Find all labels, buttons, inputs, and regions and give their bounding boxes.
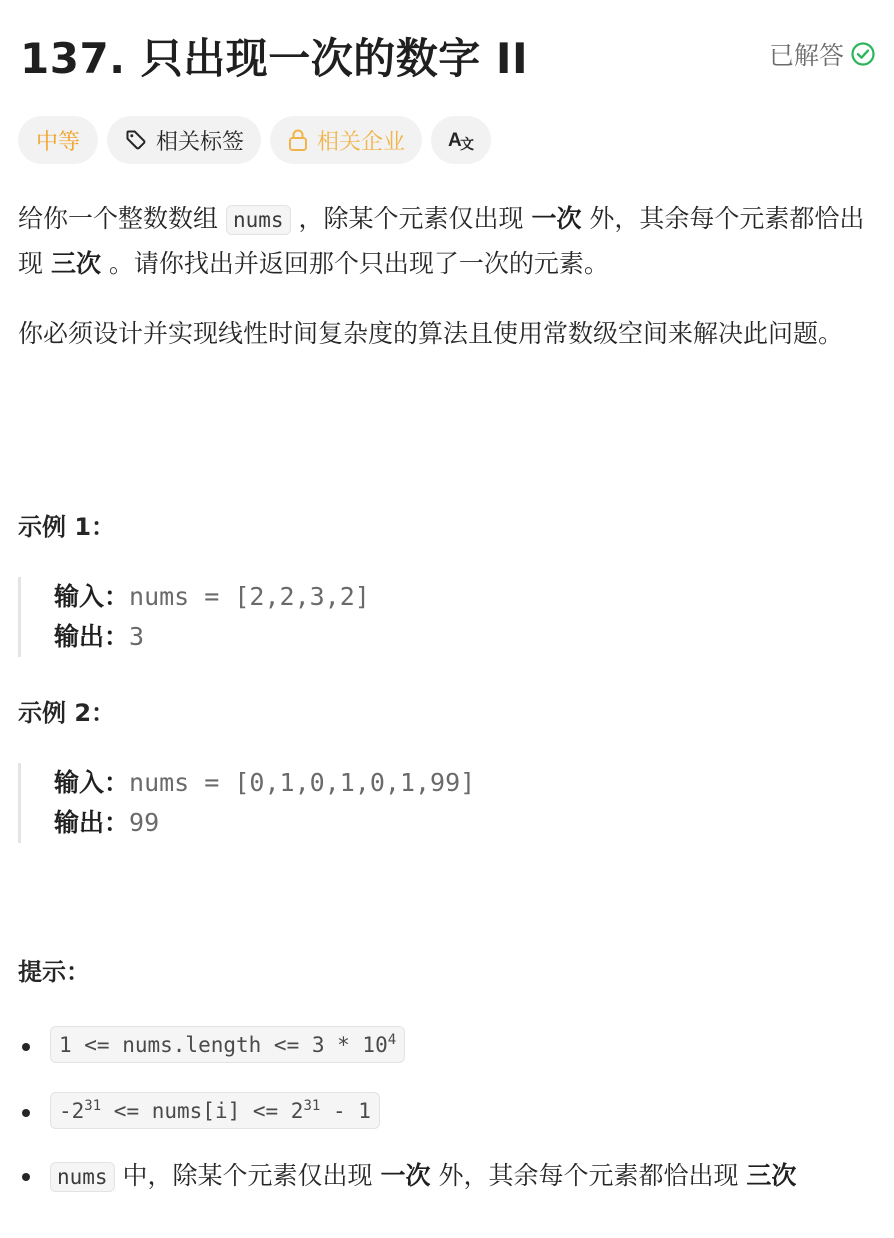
constraints-title: 提示： <box>18 958 90 986</box>
bold-three-times: 三次 <box>50 249 101 278</box>
constraint-text: 1 <= nums.length <= 3 * 10 <box>59 1033 388 1057</box>
example-1-output-line <box>54 617 878 657</box>
bold-once: 一次 <box>380 1161 431 1190</box>
description-text: 。请你找出并返回那个只出现了一次的元素。 <box>100 249 609 278</box>
constraint-text-3 <box>50 1156 830 1197</box>
constraint-text: 中，除某个元素仅出现 <box>114 1161 381 1190</box>
superscript: 31 <box>303 1098 321 1114</box>
superscript: 4 <box>387 1032 397 1048</box>
check-circle-icon <box>850 41 876 67</box>
example-2-input-line <box>54 763 878 803</box>
inline-code-nums: nums <box>226 205 291 235</box>
constraint-text: -2 <box>59 1099 85 1123</box>
constraint-code-1 <box>50 1026 405 1063</box>
example-1-title: 示例 1： <box>18 513 116 541</box>
bullet-icon <box>22 1173 30 1181</box>
constraint-code-2 <box>50 1092 380 1129</box>
description-paragraph-2: 你必须设计并实现线性时间复杂度的算法且使用常数级空间来解决此问题。 <box>18 319 844 348</box>
example-1-block <box>18 577 878 657</box>
constraint-item-2 <box>22 1092 862 1129</box>
translate-button[interactable] <box>431 116 491 164</box>
solved-status <box>769 36 876 72</box>
translate-icon <box>447 127 475 153</box>
related-tags-button[interactable] <box>107 116 261 164</box>
constraint-text: 外，其余每个元素都恰出现 <box>430 1161 747 1190</box>
input-label: 输入： <box>54 768 130 797</box>
related-tags-label: 相关标签 <box>156 129 245 155</box>
example-1-input-line <box>54 577 878 617</box>
description-text: ，除某个元素仅出现 <box>290 204 532 233</box>
example-2-title: 示例 2： <box>18 699 116 727</box>
superscript: 31 <box>84 1098 102 1114</box>
tags-row <box>18 116 491 164</box>
description-paragraph-1 <box>18 197 878 285</box>
difficulty-badge[interactable] <box>18 116 98 164</box>
related-companies-label: 相关企业 <box>317 129 406 155</box>
description-text: 给你一个整数数组 <box>18 204 226 233</box>
output-label: 输出： <box>54 622 130 651</box>
example-2-input: nums = [0,1,0,1,0,1,99] <box>129 768 476 797</box>
example-2-output-line <box>54 803 878 843</box>
output-label: 输出： <box>54 808 130 837</box>
description-text: 外，其余每个元素都恰出现 <box>18 204 865 278</box>
bold-once: 一次 <box>531 204 582 233</box>
input-label: 输入： <box>54 582 130 611</box>
solved-label: 已解答 <box>768 41 844 70</box>
tag-icon <box>124 128 148 152</box>
constraint-item-1 <box>22 1026 862 1063</box>
constraint-text: - 1 <box>320 1099 371 1123</box>
example-1-output: 3 <box>129 622 145 651</box>
example-1-input: nums = [2,2,3,2] <box>129 582 370 611</box>
bullet-icon <box>22 1043 30 1051</box>
constraint-item-3 <box>22 1156 862 1197</box>
difficulty-label: 中等 <box>36 129 81 155</box>
related-companies-button[interactable] <box>270 116 422 164</box>
example-2-block <box>18 763 878 843</box>
lock-icon <box>287 128 309 152</box>
example-2-output: 99 <box>129 808 160 837</box>
constraint-text: <= nums[i] <= 2 <box>101 1099 304 1123</box>
problem-title: 137. 只出现一次的数字 II <box>20 34 529 83</box>
svg-text:A: A <box>448 130 462 151</box>
bold-three-times: 三次 <box>746 1161 797 1190</box>
svg-text:文: 文 <box>460 136 475 152</box>
inline-code-nums: nums <box>50 1162 115 1192</box>
bullet-icon <box>22 1109 30 1117</box>
